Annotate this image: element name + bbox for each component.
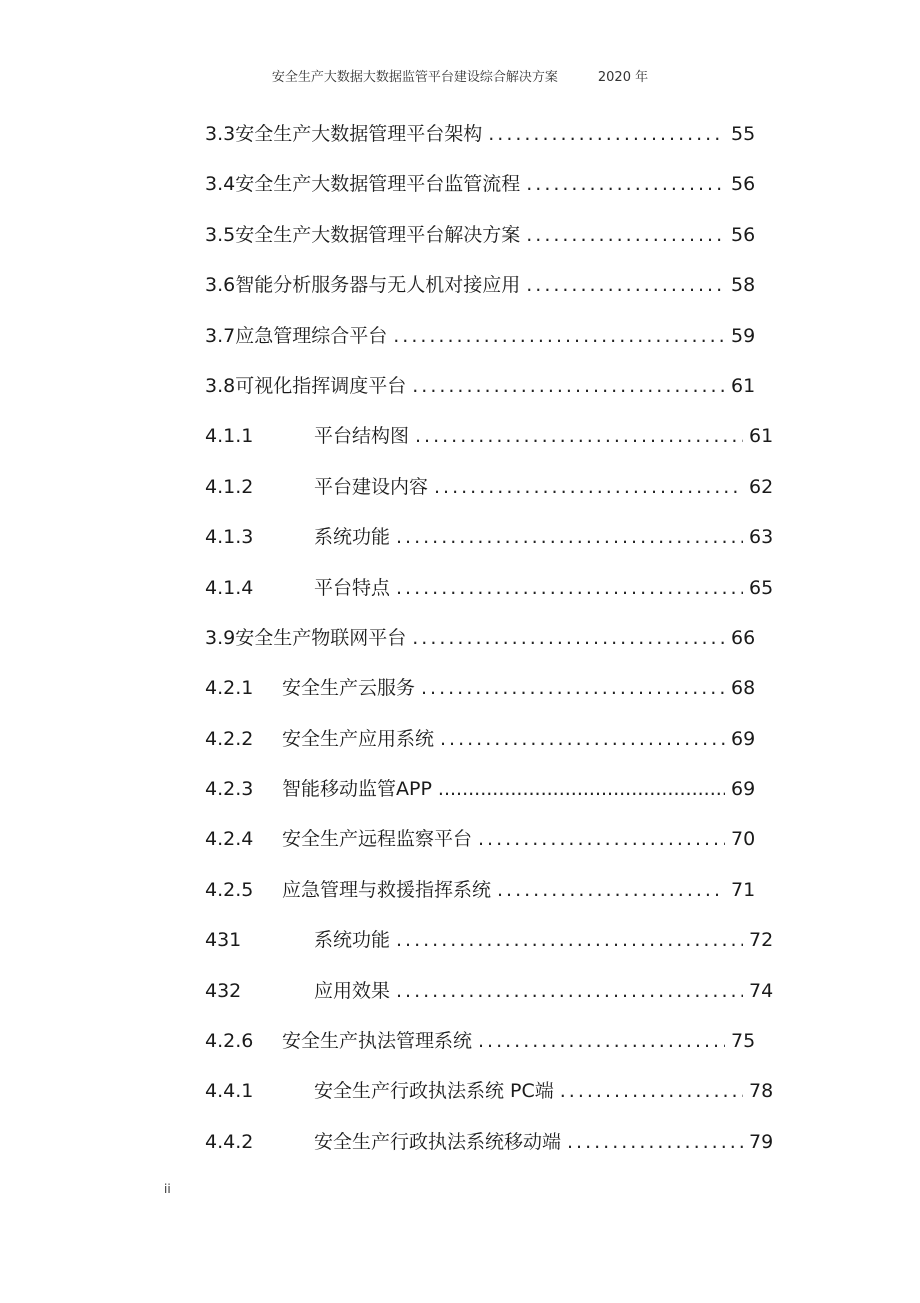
toc-entry-page: 56	[731, 223, 756, 246]
toc-entry-number: 4.1.2	[205, 475, 254, 498]
toc-entry-number: 4.2.1	[205, 677, 254, 700]
toc-entry-title: 安全生产行政执法系统 PC端	[314, 1080, 554, 1103]
toc-entry-title: 智能分析服务器与无人机对接应用	[235, 274, 521, 297]
toc-entry-page: 59	[731, 324, 756, 347]
toc-entry[interactable]	[205, 116, 777, 166]
toc-entry[interactable]	[205, 217, 777, 267]
toc-entry[interactable]	[205, 570, 777, 620]
toc-entry-title: 可视化指挥调度平台	[235, 374, 407, 397]
toc-dot-leader	[412, 368, 725, 404]
toc-entry-number: 431	[205, 929, 242, 952]
toc-entry-number: 3.9	[205, 626, 236, 649]
toc-dot-leader	[396, 519, 743, 555]
toc-entry[interactable]	[205, 821, 777, 871]
header-year: 2020 年	[597, 70, 649, 85]
toc-entry-number: 3.5	[205, 223, 236, 246]
toc-entry-number: 4.1.3	[205, 526, 254, 549]
toc-entry[interactable]	[205, 973, 777, 1023]
toc-dot-leader	[526, 267, 725, 303]
header-title: 安全生产大数据大数据监管平台建设综合解决方案	[271, 70, 558, 85]
toc-dot-leader	[478, 821, 725, 857]
toc-entry-number: 4.2.6	[205, 1030, 254, 1053]
toc-entry-page: 71	[731, 878, 756, 901]
toc-entry-title: 安全生产行政执法系统移动端	[314, 1130, 562, 1153]
toc-entry-title: 应急管理与救援指挥系统	[282, 878, 492, 901]
toc-entry-title: 安全生产大数据管理平台解决方案	[235, 223, 521, 246]
toc-entry[interactable]	[205, 922, 777, 972]
toc-entry[interactable]	[205, 872, 777, 922]
toc-entry-page: 70	[731, 828, 756, 851]
toc-entry-number: 3.3	[205, 123, 236, 145]
toc-dot-leader	[396, 922, 743, 958]
toc-entry-page: 61	[749, 425, 774, 448]
toc-entry[interactable]	[205, 469, 777, 519]
toc-entry-title: 安全生产大数据管理平台架构	[235, 123, 483, 145]
toc-entry-page: 61	[731, 374, 756, 397]
toc-entry[interactable]	[205, 620, 777, 670]
toc-entry-number: 4.2.5	[205, 878, 254, 901]
toc-dot-leader	[526, 166, 725, 202]
toc-dot-leader	[412, 620, 725, 656]
toc-entry-title: 平台特点	[314, 576, 391, 599]
page-header	[0, 66, 920, 85]
toc-dot-leader	[497, 872, 725, 908]
toc-entry-title: 应用效果	[314, 979, 391, 1002]
toc-entry-page: 68	[731, 677, 756, 700]
toc-dot-leader	[567, 1124, 743, 1160]
toc-entry-page: 69	[731, 778, 756, 801]
toc-entry-title: 系统功能	[314, 526, 391, 549]
toc-entry-number: 432	[205, 979, 242, 1002]
toc-dot-leader	[440, 721, 725, 757]
toc-entry-page: 78	[749, 1080, 774, 1103]
toc-entry[interactable]	[205, 267, 777, 317]
toc-entry[interactable]	[205, 418, 777, 468]
toc-entry-page: 66	[731, 626, 756, 649]
toc-entry[interactable]	[205, 368, 777, 418]
toc-entry-number: 3.4	[205, 173, 236, 196]
toc-entry-number: 3.6	[205, 274, 236, 297]
toc-entry-number: 4.2.2	[205, 727, 254, 750]
toc-dot-leader	[396, 570, 743, 606]
toc-entry-page: 62	[749, 475, 774, 498]
toc-entry-number: 4.2.3	[205, 778, 254, 801]
toc-dot-leader	[488, 116, 725, 152]
toc-entry[interactable]	[205, 519, 777, 569]
toc-entry[interactable]	[205, 166, 777, 216]
toc-entry-number: 3.7	[205, 324, 236, 347]
toc-entry-title: 安全生产应用系统	[282, 727, 435, 750]
toc-entry-number: 4.1.4	[205, 576, 254, 599]
toc-entry-title: 安全生产云服务	[282, 677, 416, 700]
toc-entry[interactable]	[205, 1073, 777, 1123]
toc-dot-leader	[438, 771, 725, 807]
table-of-contents	[205, 116, 777, 1174]
toc-entry-page: 65	[749, 576, 774, 599]
toc-dot-leader	[421, 670, 725, 706]
toc-entry-title: 安全生产物联网平台	[235, 626, 407, 649]
toc-entry[interactable]	[205, 1124, 777, 1174]
toc-entry-title: 平台结构图	[314, 425, 410, 448]
toc-entry-title: 应急管理综合平台	[235, 324, 388, 347]
toc-dot-leader	[396, 973, 743, 1009]
toc-entry-title: 安全生产大数据管理平台监管流程	[235, 173, 521, 196]
toc-entry-number: 4.1.1	[205, 425, 254, 448]
toc-entry[interactable]	[205, 1023, 777, 1073]
toc-entry-title: 智能移动监管APP	[282, 778, 432, 801]
toc-entry-number: 4.4.1	[205, 1080, 254, 1103]
toc-entry-title: 安全生产执法管理系统	[282, 1030, 473, 1053]
toc-dot-leader	[478, 1023, 725, 1059]
toc-dot-leader	[434, 469, 743, 505]
toc-entry-number: 4.4.2	[205, 1130, 254, 1153]
toc-entry-page: 75	[731, 1030, 756, 1053]
toc-entry-page: 63	[749, 526, 774, 549]
toc-entry-page: 69	[731, 727, 756, 750]
toc-dot-leader	[560, 1073, 743, 1109]
toc-dot-leader	[393, 318, 725, 354]
toc-entry-number: 4.2.4	[205, 828, 254, 851]
toc-entry-page: 74	[749, 979, 774, 1002]
toc-entry-number: 3.8	[205, 374, 236, 397]
toc-entry-title: 安全生产远程监察平台	[282, 828, 473, 851]
toc-entry-page: 79	[749, 1130, 774, 1153]
toc-dot-leader	[526, 217, 725, 253]
toc-entry-title: 平台建设内容	[314, 475, 429, 498]
toc-entry-page: 72	[749, 929, 774, 952]
toc-entry-page: 56	[731, 173, 756, 196]
toc-entry[interactable]	[205, 721, 777, 771]
toc-dot-leader	[415, 418, 743, 454]
toc-entry[interactable]	[205, 318, 777, 368]
toc-entry[interactable]	[205, 771, 777, 821]
toc-entry[interactable]	[205, 670, 777, 720]
toc-entry-page: 58	[731, 274, 756, 297]
toc-entry-title: 系统功能	[314, 929, 391, 952]
toc-entry-page: 55	[731, 123, 756, 145]
page-number: ii	[164, 1182, 171, 1196]
